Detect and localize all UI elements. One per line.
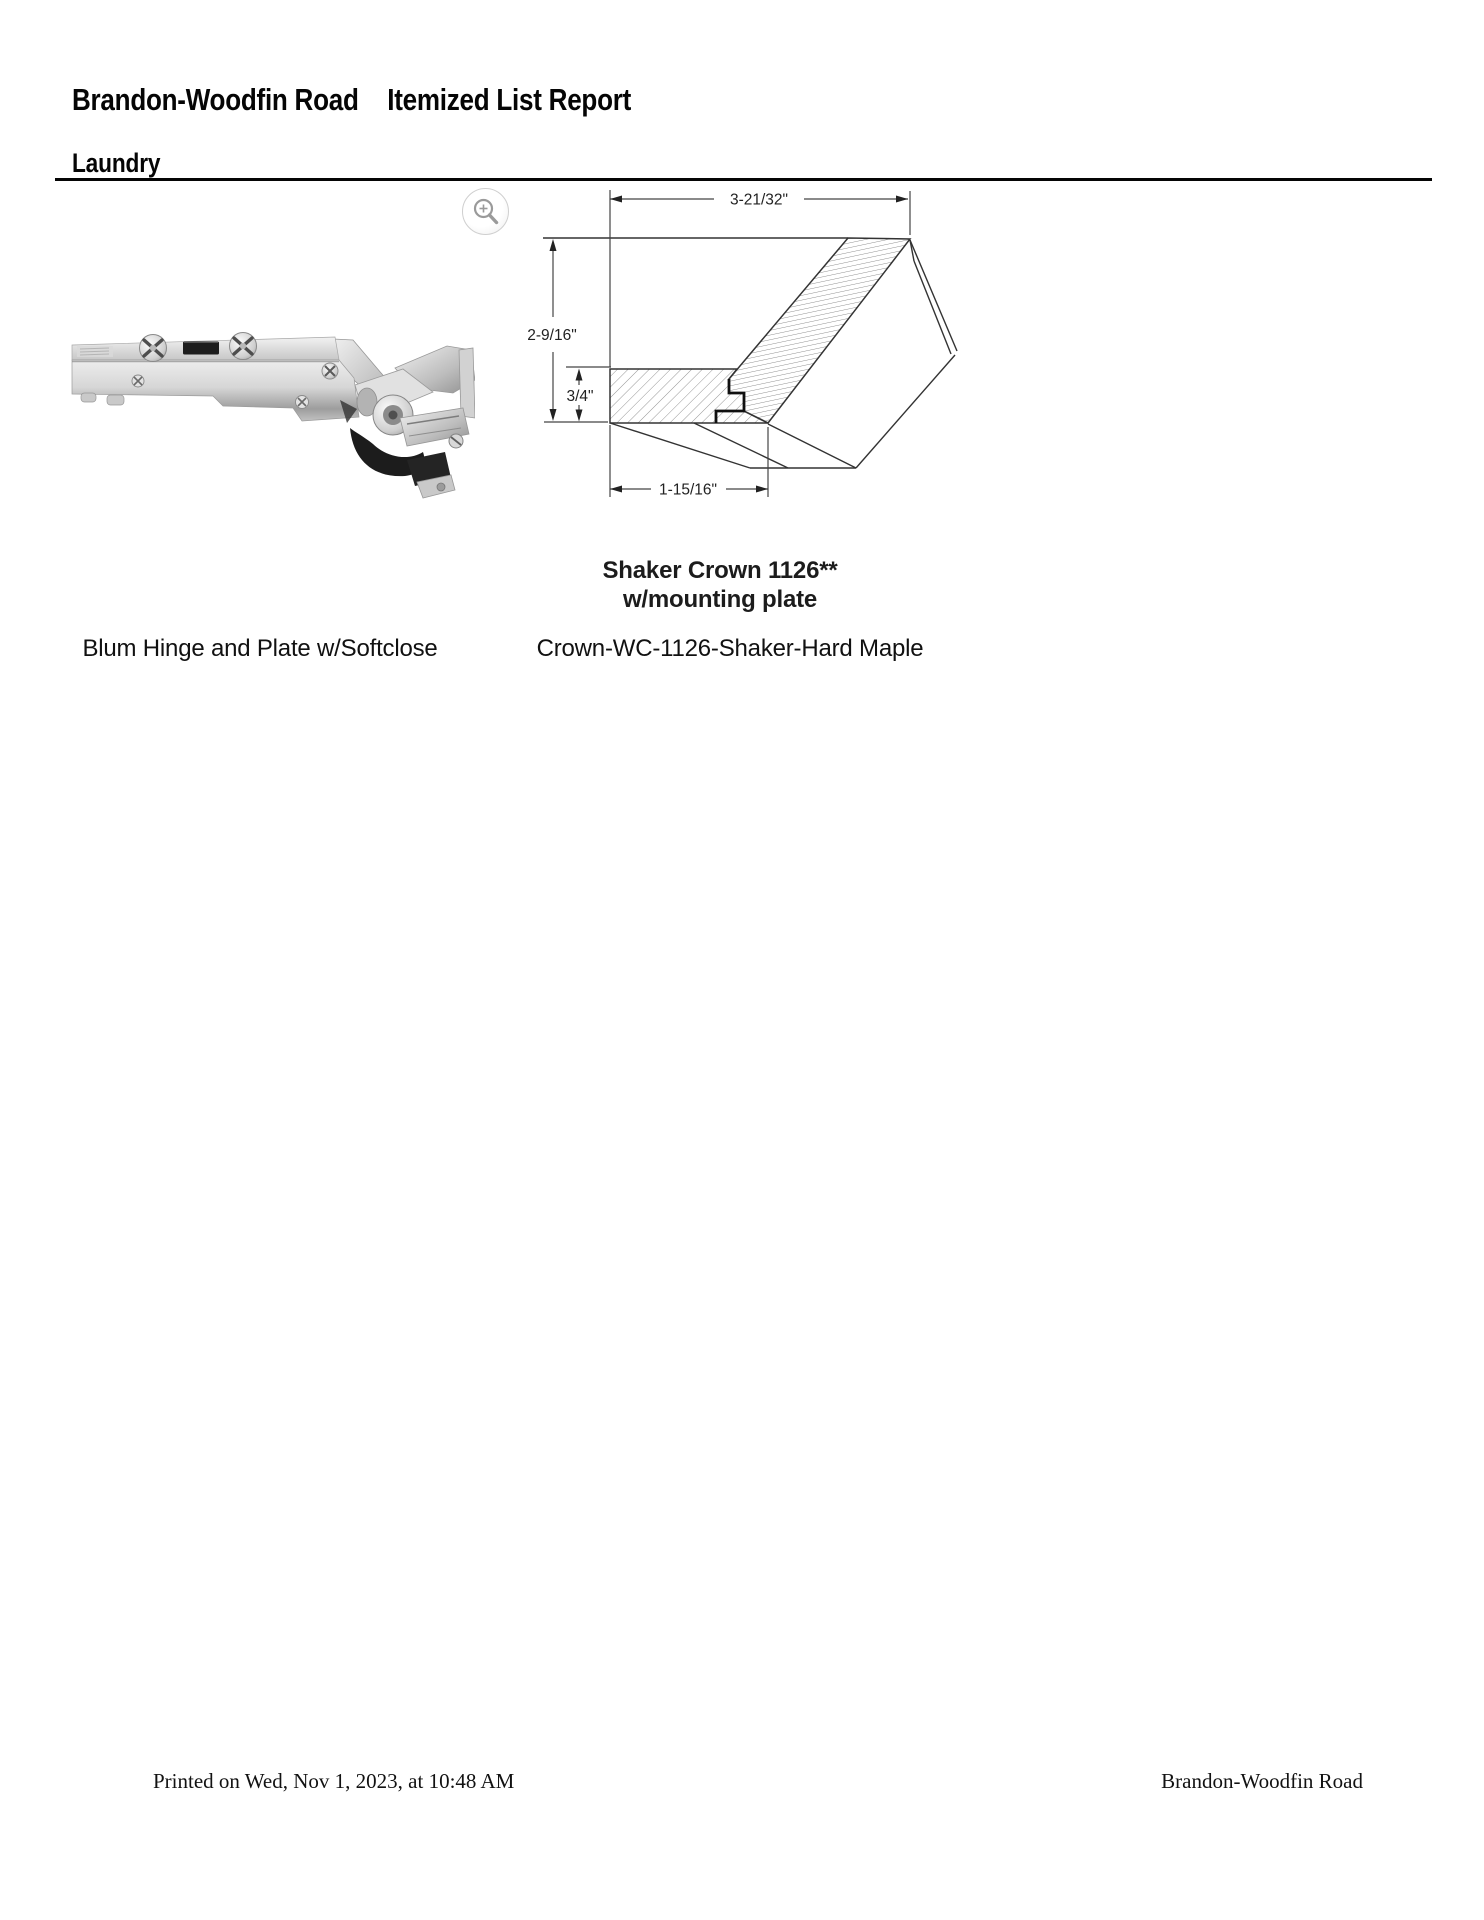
section-crown-board bbox=[729, 238, 910, 423]
drawing-caption bbox=[430, 556, 1010, 614]
page-header bbox=[72, 82, 631, 118]
footer-printed-on: Printed on Wed, Nov 1, 2023, at 10:48 AM bbox=[153, 1769, 515, 1793]
drawing-caption-line2: w/mounting plate bbox=[622, 586, 818, 613]
svg-text:3/4": 3/4" bbox=[566, 388, 594, 405]
arm-screw-left bbox=[140, 335, 167, 362]
svg-text:3-21/32": 3-21/32" bbox=[729, 191, 789, 209]
project-title: Brandon-Woodfin Road bbox=[72, 82, 359, 117]
svg-text:1-15/16": 1-15/16" bbox=[658, 481, 718, 499]
svg-text:2-9/16": 2-9/16" bbox=[527, 327, 577, 344]
magnifier-plus-glyph bbox=[463, 189, 510, 236]
item-label-crown: Crown-WC-1126-Shaker-Hard Maple bbox=[536, 635, 924, 662]
crown-profile-drawing bbox=[430, 185, 1010, 570]
drawing-caption-line1: Shaker Crown 1126** bbox=[602, 557, 838, 584]
blum-hinge-photo bbox=[55, 250, 475, 520]
arm-foot bbox=[107, 395, 124, 405]
hinge-arm bbox=[72, 333, 359, 422]
arm-foot bbox=[81, 393, 96, 402]
zoom-icon[interactable] bbox=[462, 188, 509, 235]
room-title: Laundry bbox=[72, 148, 161, 178]
arm-adjustment-slot bbox=[183, 342, 219, 355]
report-title: Itemized List Report bbox=[387, 82, 632, 117]
header-rule bbox=[55, 178, 1432, 181]
footer-project-name: Brandon-Woodfin Road bbox=[1161, 1769, 1363, 1793]
item-label-hinge: Blum Hinge and Plate w/Softclose bbox=[82, 635, 438, 662]
arm-screw-right bbox=[230, 333, 257, 360]
dimension-plate-thickness bbox=[566, 367, 611, 422]
dimension-bottom-depth bbox=[610, 425, 768, 499]
